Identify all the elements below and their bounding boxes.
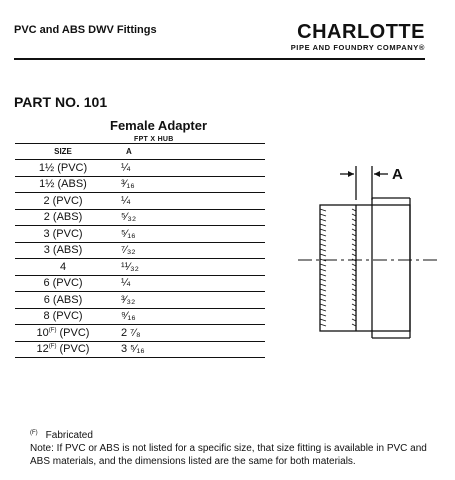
thread-line — [320, 234, 326, 236]
thread-line — [320, 314, 326, 316]
thread-line — [320, 299, 326, 301]
brand-name: CHARLOTTE — [297, 21, 425, 43]
a-value-cell: 2 ⁷⁄₈ — [121, 326, 141, 339]
size-value: 6 (PVC) — [43, 277, 83, 290]
fabricated-label: Fabricated — [45, 430, 93, 442]
a-value-cell: ⁵⁄₁₆ — [121, 227, 136, 240]
size-value: 12 — [36, 343, 49, 356]
arrowhead-right — [374, 171, 380, 177]
thread-line — [320, 269, 326, 271]
thread-line — [320, 209, 326, 211]
a-value-cell: ¼ — [121, 277, 131, 290]
material-note: Note: If PVC or ABS is not listed for a specific size, that size fitting is available in PVC and ABS materials, and the dimensions listed are the same for both materials. — [30, 443, 427, 468]
thread-line — [320, 324, 326, 326]
size-cell — [15, 195, 111, 207]
thread-line — [320, 244, 326, 246]
fabricated-mark: (F) — [48, 327, 57, 334]
size-cell — [15, 343, 111, 355]
size-value: 2 (PVC) — [43, 194, 83, 207]
size-cell — [15, 277, 111, 289]
a-value-cell: 3 ⁵⁄₁₆ — [121, 343, 145, 356]
size-value: 2 (ABS) — [43, 211, 83, 224]
size-value: 6 (ABS) — [43, 293, 83, 306]
thread-line — [320, 289, 326, 291]
header-divider — [14, 58, 425, 60]
female-adapter-drawing — [290, 160, 440, 340]
column-header-a: A — [126, 147, 132, 156]
table-row — [15, 342, 265, 359]
a-value-cell: ¹¹⁄₃₂ — [121, 260, 139, 273]
size-cell — [15, 228, 111, 240]
size-value: 8 (PVC) — [43, 310, 83, 323]
size-value: 3 (PVC) — [43, 227, 83, 240]
size-value: 10 — [36, 326, 49, 339]
fabricated-footnote — [30, 427, 440, 442]
table-row — [15, 177, 265, 194]
size-cell — [15, 294, 111, 306]
thread-line — [320, 214, 326, 216]
size-value: 1½ (ABS) — [39, 178, 87, 191]
size-value: 3 (ABS) — [43, 244, 83, 257]
table-row — [15, 160, 265, 177]
table-row — [15, 226, 265, 243]
fabricated-mark: (F) — [48, 343, 57, 350]
thread-line — [320, 224, 326, 226]
thread-line — [320, 229, 326, 231]
fabricated-mark: (F) — [30, 430, 38, 436]
size-cell — [15, 211, 111, 223]
a-value-cell: ⁵⁄₃₂ — [121, 211, 137, 224]
size-cell — [15, 261, 111, 273]
size-cell — [15, 244, 111, 256]
a-value-cell: ⁹⁄₁₆ — [121, 310, 136, 323]
thread-line — [320, 319, 326, 321]
size-cell — [15, 178, 111, 190]
dimension-label: A — [392, 166, 403, 183]
thread-marks — [320, 209, 356, 326]
thread-line — [320, 264, 326, 266]
thread-line — [320, 219, 326, 221]
table-row — [15, 210, 265, 227]
thread-line — [320, 274, 326, 276]
brand-logo — [291, 22, 425, 52]
thread-line — [320, 239, 326, 241]
size-value: 4 — [59, 260, 67, 273]
footnotes — [30, 427, 440, 468]
a-value-cell: ³⁄₁₆ — [121, 178, 135, 191]
column-header-size: SIZE — [54, 147, 72, 156]
thread-line — [320, 304, 326, 306]
brand-subtitle: PIPE AND FOUNDRY COMPANY® — [290, 43, 425, 52]
table-row — [15, 292, 265, 309]
table-row — [15, 276, 265, 293]
table-row — [15, 259, 265, 276]
thread-line — [320, 284, 326, 286]
size-value: 1½ (PVC) — [38, 161, 88, 174]
a-value-cell: ³⁄₃₂ — [121, 293, 136, 306]
connection-type: FPT X HUB — [134, 136, 174, 143]
table-row — [15, 193, 265, 210]
arrowhead-left — [348, 171, 354, 177]
part-number: PART NO. 101 — [14, 94, 108, 110]
size-material: (PVC) — [56, 343, 90, 356]
fitting-body-outline — [320, 205, 410, 331]
a-value-cell: ⁷⁄₃₂ — [121, 244, 136, 257]
size-material: (PVC) — [56, 326, 90, 339]
table-body — [15, 160, 265, 358]
size-cell — [15, 310, 111, 322]
table-row — [15, 325, 265, 342]
a-value-cell: ¼ — [121, 194, 131, 207]
a-value-cell: ¼ — [121, 161, 131, 174]
table-header — [15, 144, 265, 160]
product-name: Female Adapter — [110, 118, 208, 133]
thread-line — [320, 294, 326, 296]
thread-line — [320, 279, 326, 281]
size-cell — [15, 327, 111, 339]
document-title: PVC and ABS DWV Fittings — [14, 24, 157, 36]
dimension-table — [15, 143, 265, 358]
thread-line — [320, 254, 326, 256]
thread-line — [320, 249, 326, 251]
table-row — [15, 243, 265, 260]
thread-line — [320, 309, 326, 311]
table-row — [15, 309, 265, 326]
size-cell — [15, 162, 111, 174]
